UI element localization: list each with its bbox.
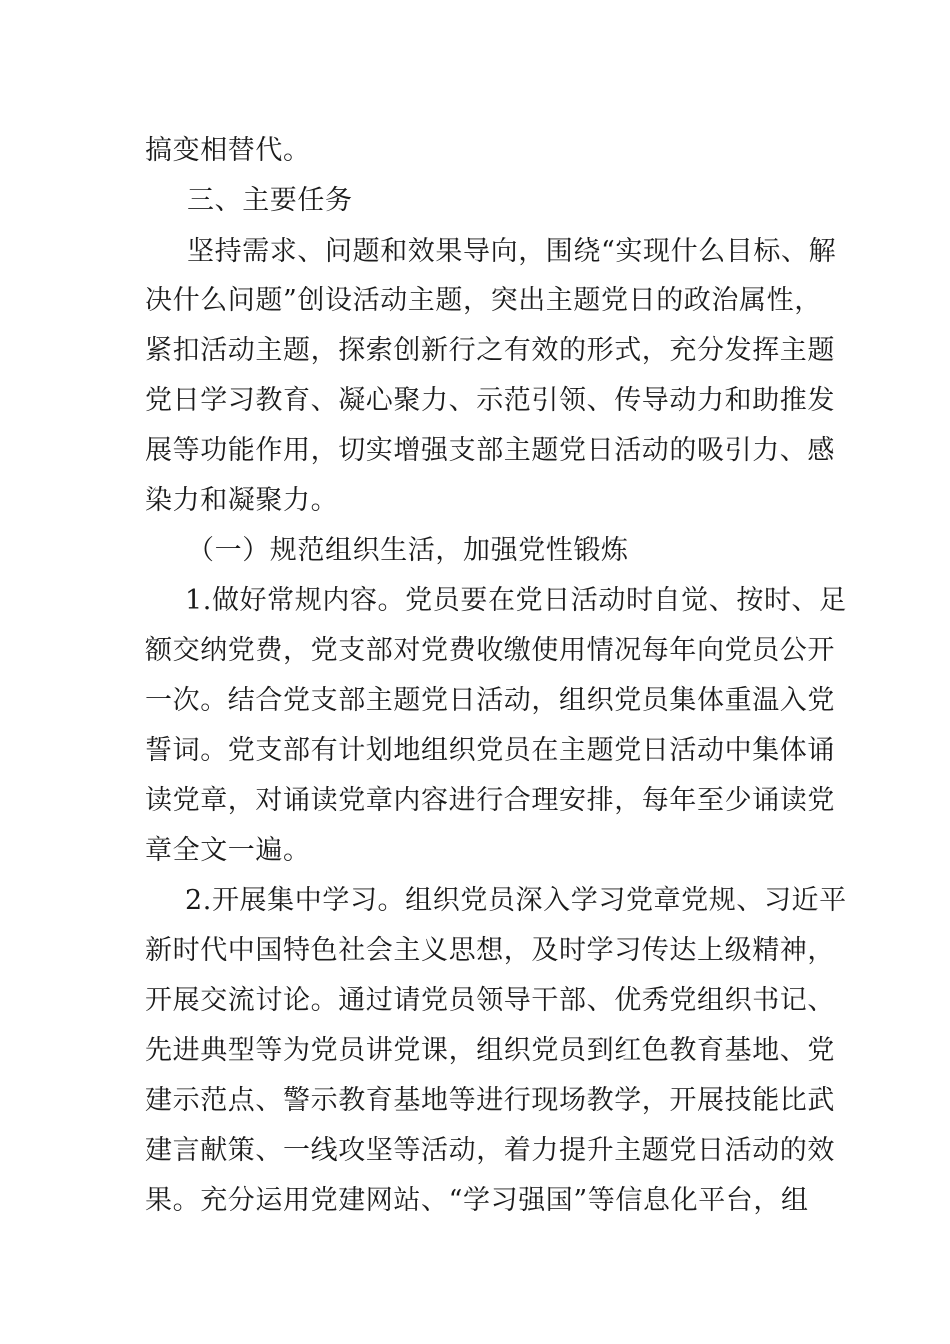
paragraph-line: 先进典型等为党员讲党课，组织党员到红色教育基地、党 xyxy=(145,1035,835,1066)
paragraph-line: 建言献策、一线攻坚等活动，着力提升主题党日活动的效 xyxy=(145,1135,835,1166)
paragraph-line: 开展交流讨论。通过请党员领导干部、优秀党组织书记、 xyxy=(145,985,835,1016)
paragraph-line: 紧扣活动主题，探索创新行之有效的形式，充分发挥主题 xyxy=(145,335,835,366)
numbered-item-1-line: 1.做好常规内容。党员要在党日活动时自觉、按时、足 xyxy=(185,585,847,616)
paragraph-line: 展等功能作用，切实增强支部主题党日活动的吸引力、感 xyxy=(145,435,835,466)
subsection-heading: （一）规范组织生活，加强党性锻炼 xyxy=(187,535,629,566)
paragraph-line: 誓词。党支部有计划地组织党员在主题党日活动中集体诵 xyxy=(145,735,835,766)
paragraph-line: 新时代中国特色社会主义思想，及时学习传达上级精神， xyxy=(145,935,835,966)
section-heading-main-tasks: 三、主要任务 xyxy=(187,185,353,216)
paragraph-line: 果。充分运用党建网站、“学习强国”等信息化平台，组 xyxy=(145,1185,809,1216)
paragraph-line: 染力和凝聚力。 xyxy=(145,485,339,516)
paragraph-line: 建示范点、警示教育基地等进行现场教学，开展技能比武 xyxy=(145,1085,835,1116)
paragraph-line: 党日学习教育、凝心聚力、示范引领、传导动力和助推发 xyxy=(145,385,835,416)
paragraph-line: 坚持需求、问题和效果导向，围绕“实现什么目标、解 xyxy=(187,236,837,267)
text-line-continuation: 搞变相替代。 xyxy=(145,135,311,166)
paragraph-line: 额交纳党费，党支部对党费收缴使用情况每年向党员公开 xyxy=(145,635,835,666)
paragraph-line: 一次。结合党支部主题党日活动，组织党员集体重温入党 xyxy=(145,685,835,716)
numbered-item-2-line: 2.开展集中学习。组织党员深入学习党章党规、习近平 xyxy=(185,885,847,916)
paragraph-line: 章全文一遍。 xyxy=(145,835,311,866)
paragraph-line: 读党章，对诵读党章内容进行合理安排，每年至少诵读党 xyxy=(145,785,835,816)
paragraph-line: 决什么问题”创设活动主题，突出主题党日的政治属性， xyxy=(145,285,822,316)
